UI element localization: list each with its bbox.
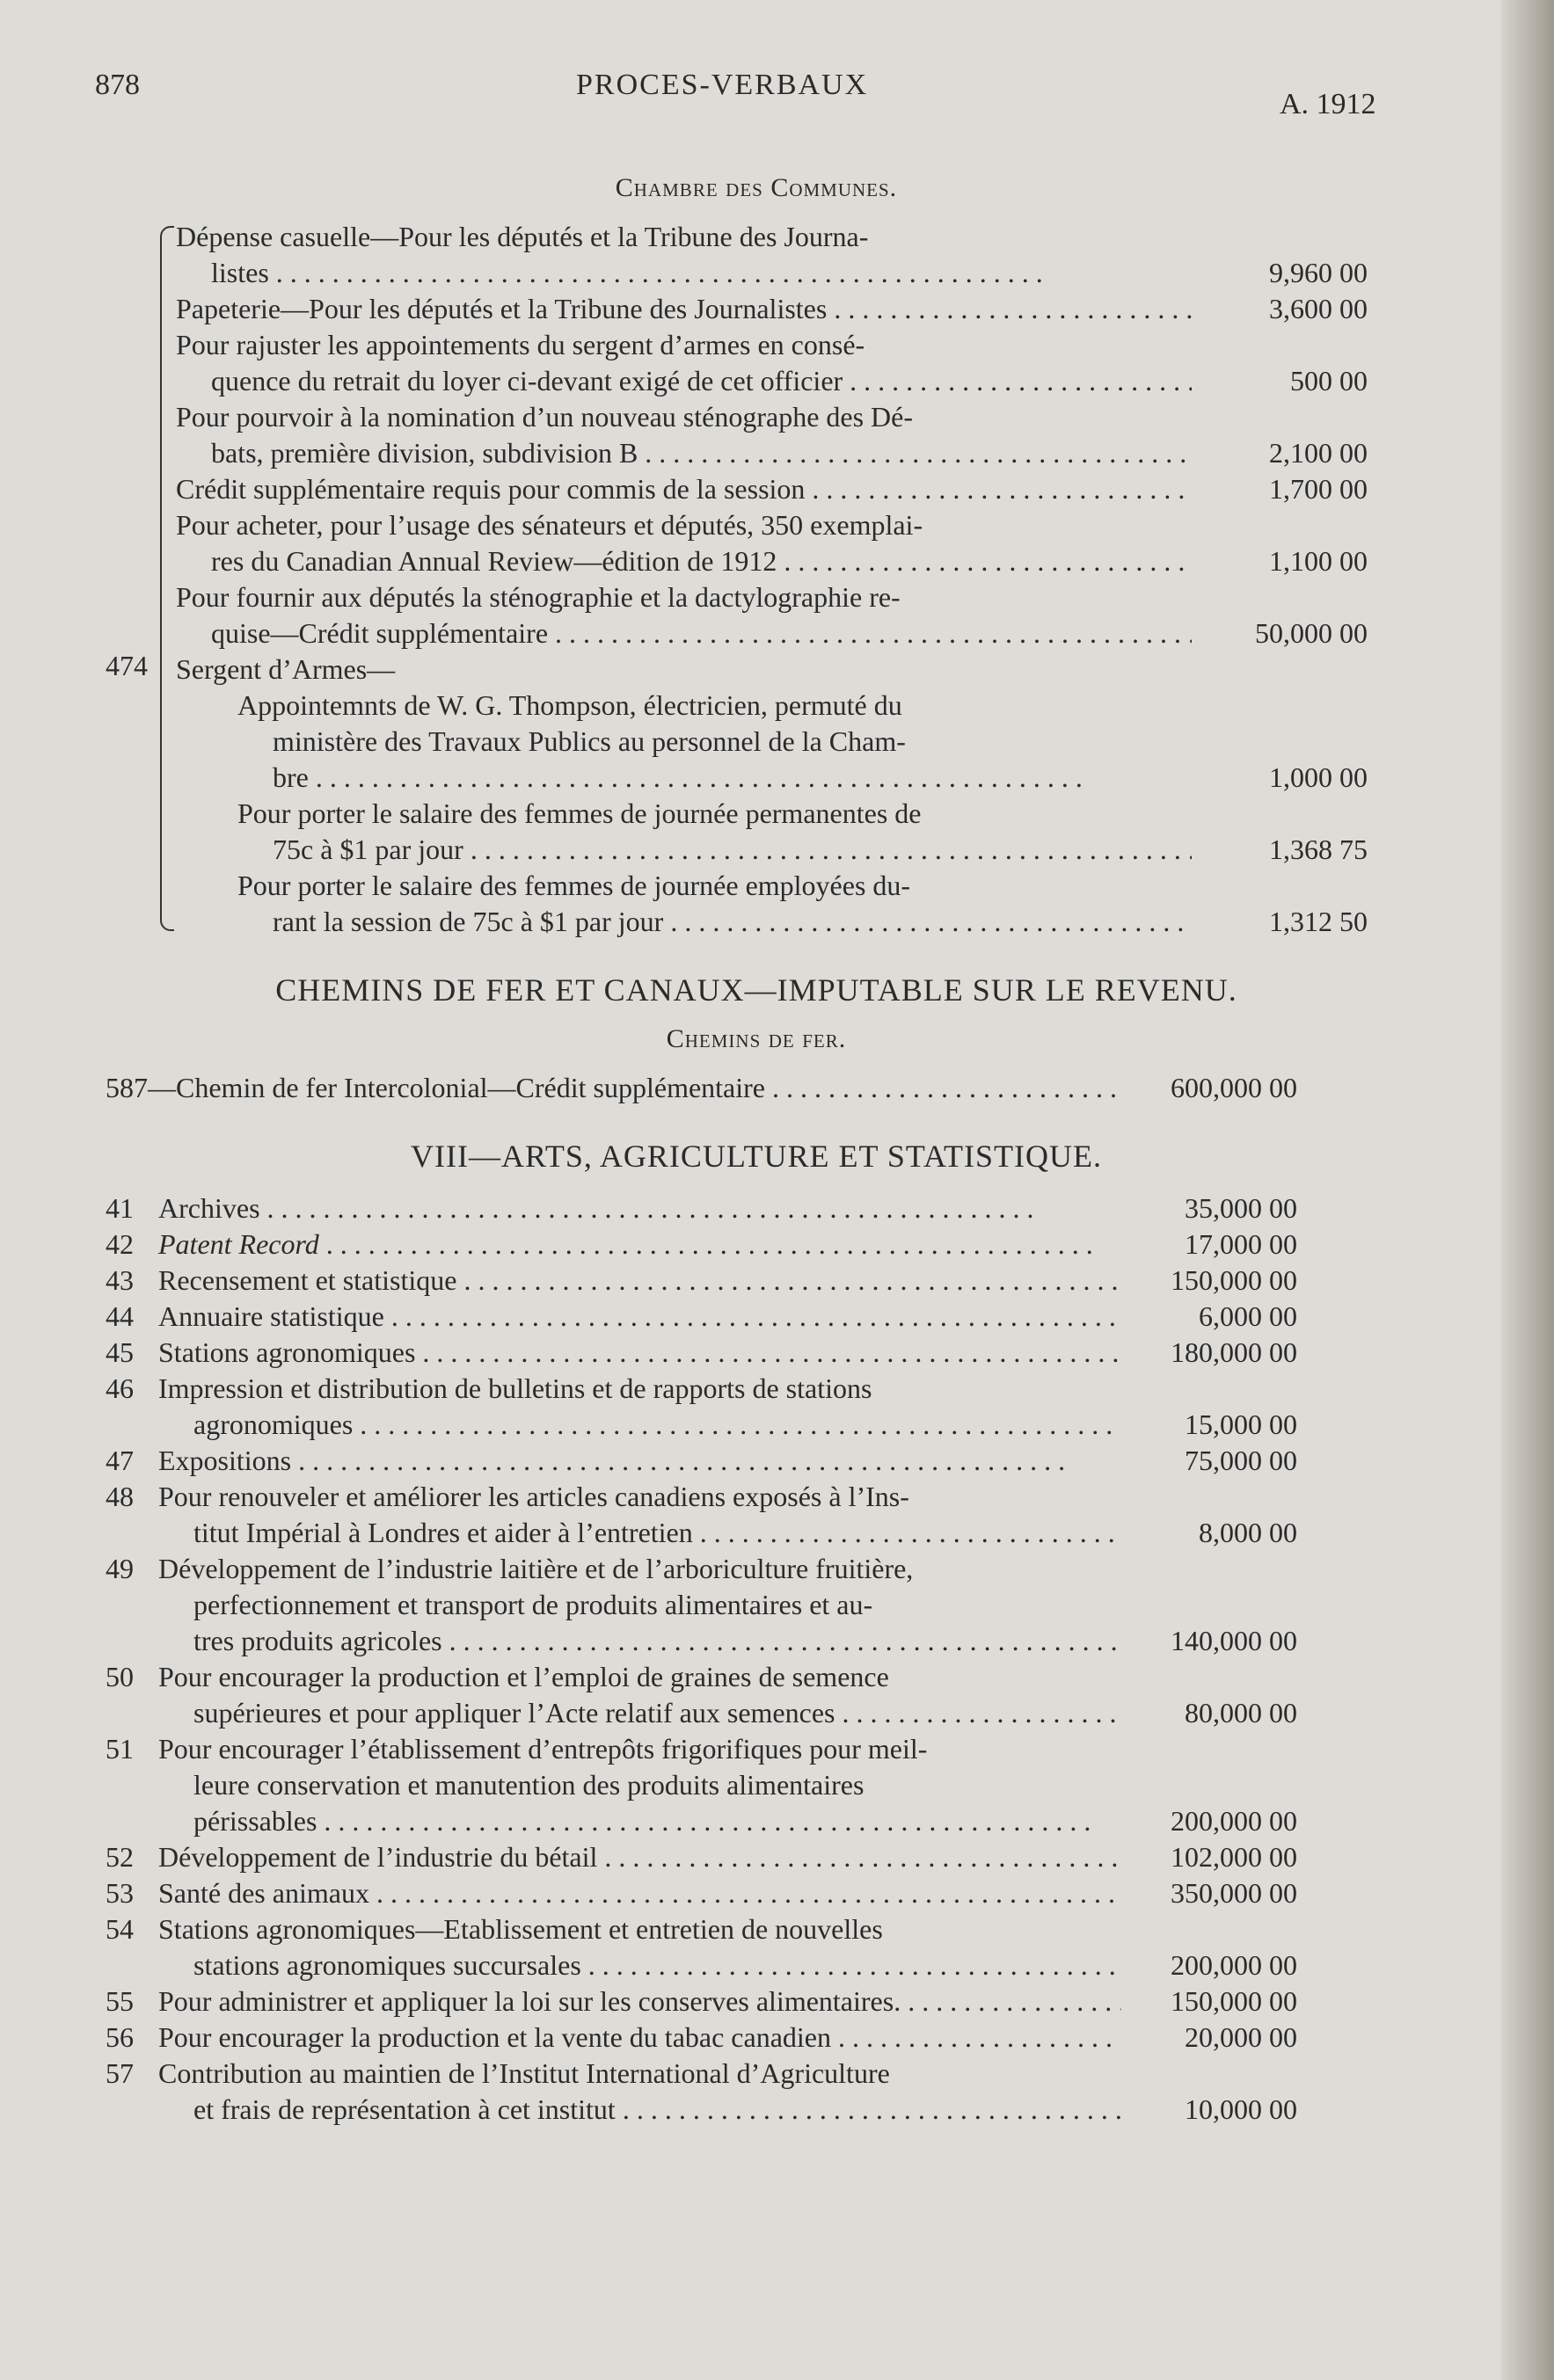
line-item: périssables . . . 200,000 00 [106, 1803, 1407, 1839]
line-item: Papeterie—Pour les députés et la Tribune des Journalistes . . . 3,600 00 [176, 291, 1407, 327]
line-item: Dépense casuelle—Pour les députés et la Tribune des Journa- [176, 221, 869, 252]
line-item: 54 Stations agronomiques—Etablissement et entretien de nouvelles [106, 1913, 883, 1945]
line-item: 43 Recensement et statistique . . . 150,000 00 [106, 1263, 1407, 1299]
line-item: Pour acheter, pour l’usage des sénateurs et députés, 350 exemplai- [176, 509, 923, 541]
line-item: perfectionnement et transport de produits alimentaires et au- [193, 1589, 873, 1620]
line-item: 48 Pour renouveler et améliorer les articles canadiens exposés à l’Ins- [106, 1481, 909, 1512]
page-title: PROCES-VERBAUX [576, 69, 869, 101]
line-item: Pour porter le salaire des femmes de journée permanentes de [237, 797, 922, 829]
page-number: 878 [95, 69, 140, 101]
line-item: quence du retrait du loyer ci-devant exigé de cet officier . . . 500 00 [176, 363, 1407, 399]
line-item: 587—Chemin de fer Intercolonial—Crédit supplémentaire . . . 600,000 00 [106, 1070, 1407, 1106]
line-item: 52 Développement de l’industrie du bétail . . . 102,000 00 [106, 1839, 1407, 1875]
vote-474-block [106, 219, 1407, 940]
vote-number: 474 [106, 650, 148, 681]
line-item: 42 Patent Record . . . 17,000 00 [106, 1226, 1407, 1263]
line-item: 56 Pour encourager la production et la vente du tabac canadien . . . 20,000 00 [106, 2020, 1407, 2056]
line-item: bats, première division, subdivision B . . . 2,100 00 [176, 435, 1407, 471]
line-item: 41 Archives . . . 35,000 00 [106, 1190, 1407, 1226]
book-spine-shadow [1501, 0, 1554, 2380]
line-item: 50 Pour encourager la production et l’emploi de graines de semence [106, 1661, 889, 1692]
line-item: Pour pourvoir à la nomination d’un nouveau sténographe des Dé- [176, 401, 914, 433]
page-year: A. 1912 [1280, 88, 1376, 120]
page-header [0, 69, 1477, 121]
line-item: tres produits agricoles . . . 140,000 00 [106, 1623, 1407, 1659]
line-item: res du Canadian Annual Review—édition de 1912 . . . 1,100 00 [176, 543, 1407, 579]
line-item: stations agronomiques succursales . . . 200,000 00 [106, 1947, 1407, 1983]
line-item: 51 Pour encourager l’établissement d’entrepôts frigorifiques pour meil- [106, 1733, 928, 1765]
line-item: leure conservation et manutention des produits alimentaires [193, 1769, 865, 1801]
content [106, 163, 1407, 2128]
line-item: Pour fournir aux députés la sténographie et la dactylographie re- [176, 581, 901, 613]
section-heading-chemins: CHEMINS DE FER ET CANAUX—IMPUTABLE SUR LE REVENU. [275, 972, 1237, 1008]
line-item: 45 Stations agronomiques . . . 180,000 00 [106, 1335, 1407, 1371]
line-item: et frais de représentation à cet institut . . . 10,000 00 [106, 2092, 1407, 2128]
line-item: quise—Crédit supplémentaire . . . 50,000 00 [176, 615, 1407, 651]
line-item: 49 Développement de l’industrie laitière et de l’arboriculture fruitière, [106, 1553, 914, 1584]
line-item: 75c à $1 par jour . . . 1,368 75 [176, 832, 1407, 868]
line-item: 55 Pour administrer et appliquer la loi sur les conserves alimentaires. . . . 150,000 00 [106, 1983, 1407, 2020]
line-item: rant la session de 75c à $1 par jour . . . 1,312 50 [176, 904, 1407, 940]
line-item: supérieures et pour appliquer l’Acte relatif aux semences . . . 80,000 00 [106, 1695, 1407, 1731]
line-item: 57 Contribution au maintien de l’Institut International d’Agriculture [106, 2057, 890, 2089]
line-item: titut Impérial à Londres et aider à l’entretien . . . 8,000 00 [106, 1515, 1407, 1551]
line-item: Pour rajuster les appointements du sergent d’armes en consé- [176, 329, 865, 360]
line-item: 47 Expositions . . . 75,000 00 [106, 1443, 1407, 1479]
brace [160, 226, 174, 931]
section-heading-chambre: Chambre des Communes. [615, 173, 898, 202]
line-item: Crédit supplémentaire requis pour commis de la session . . . 1,700 00 [176, 471, 1407, 507]
line-item: Pour porter le salaire des femmes de journée employées du- [237, 870, 911, 901]
line-item: 46 Impression et distribution de bulletins et de rapports de stations [106, 1372, 872, 1404]
line-item: agronomiques . . . 15,000 00 [106, 1407, 1407, 1443]
line-item: bre . . . 1,000 00 [176, 760, 1407, 796]
section-subheading-chemins: Chemins de fer. [666, 1024, 847, 1053]
line-item: Sergent d’Armes— [176, 653, 396, 685]
line-item: Appointemnts de W. G. Thompson, électricien, permuté du [237, 689, 902, 721]
line-item: 44 Annuaire statistique . . . 6,000 00 [106, 1299, 1407, 1335]
line-item: ministère des Travaux Publics au personnel de la Cham- [273, 725, 906, 757]
line-item: listes . . . 9,960 00 [176, 255, 1407, 291]
arts-list [106, 1190, 1407, 2128]
section-heading-arts: VIII—ARTS, AGRICULTURE ET STATISTIQUE. [411, 1139, 1102, 1174]
line-item: 53 Santé des animaux . . . 350,000 00 [106, 1875, 1407, 1911]
